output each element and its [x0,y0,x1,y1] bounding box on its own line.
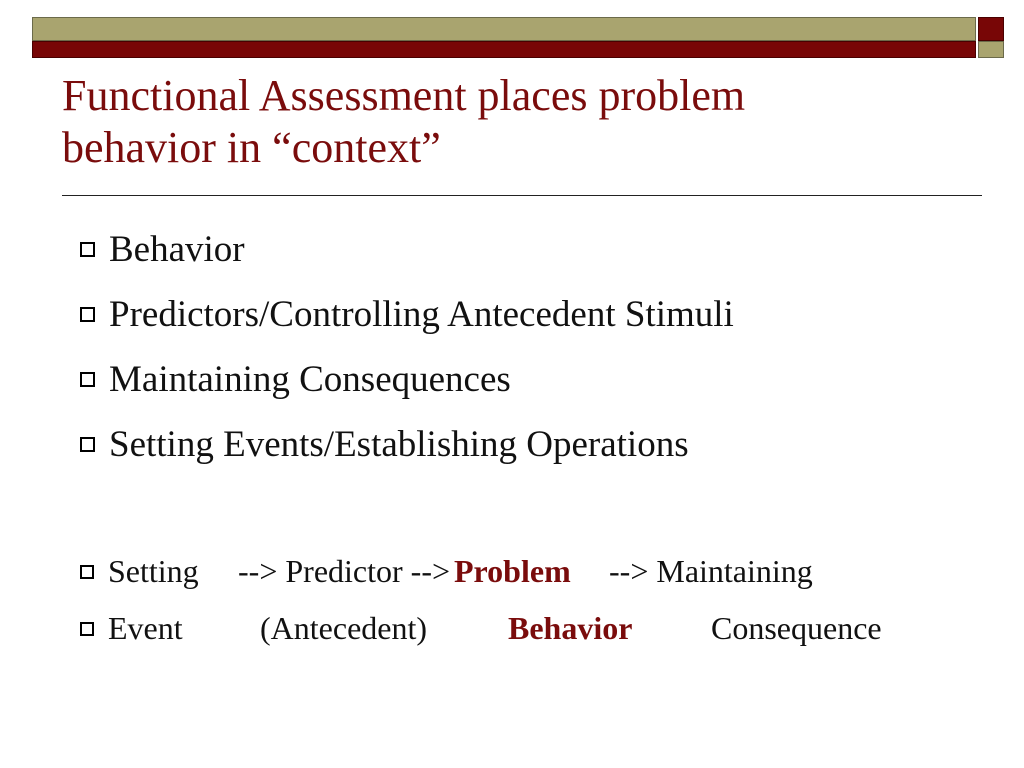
title-line-1: Functional Assessment places problem [62,71,746,120]
chain-antecedent: (Antecedent) [260,610,428,646]
bullet-text: Predictors/Controlling Antecedent Stimuli [109,294,734,335]
bullet-item [80,358,511,401]
square-bullet-icon [80,565,94,579]
header-bar-maroon [32,41,976,58]
square-bullet-icon [80,242,95,257]
square-bullet-icon [80,437,95,452]
bullet-text: Setting Events/Establishing Operations [109,424,689,465]
bullet-item [80,228,245,271]
square-bullet-icon [80,622,94,636]
slide-title [62,70,962,174]
bullet-text: Behavior [109,229,245,270]
chain-setting: Setting [108,553,199,589]
bullet-text: Maintaining Consequences [109,359,511,400]
title-divider [62,195,982,196]
corner-square-olive [978,41,1004,58]
chain-event: Event [108,610,183,646]
chain-row-1 [80,553,813,590]
header-bar-olive [32,17,976,41]
bullet-item [80,293,734,336]
corner-square-maroon [978,17,1004,41]
chain-predictor-arrow: --> Predictor --> [238,553,451,589]
title-line-2: behavior in “context” [62,123,441,172]
chain-problem: Problem [454,553,571,589]
square-bullet-icon [80,307,95,322]
chain-row-2 [80,610,882,647]
chain-consequence: Consequence [711,610,882,646]
bullet-item [80,423,689,466]
chain-behavior: Behavior [508,610,633,646]
square-bullet-icon [80,372,95,387]
chain-maintaining: --> Maintaining [609,553,813,589]
